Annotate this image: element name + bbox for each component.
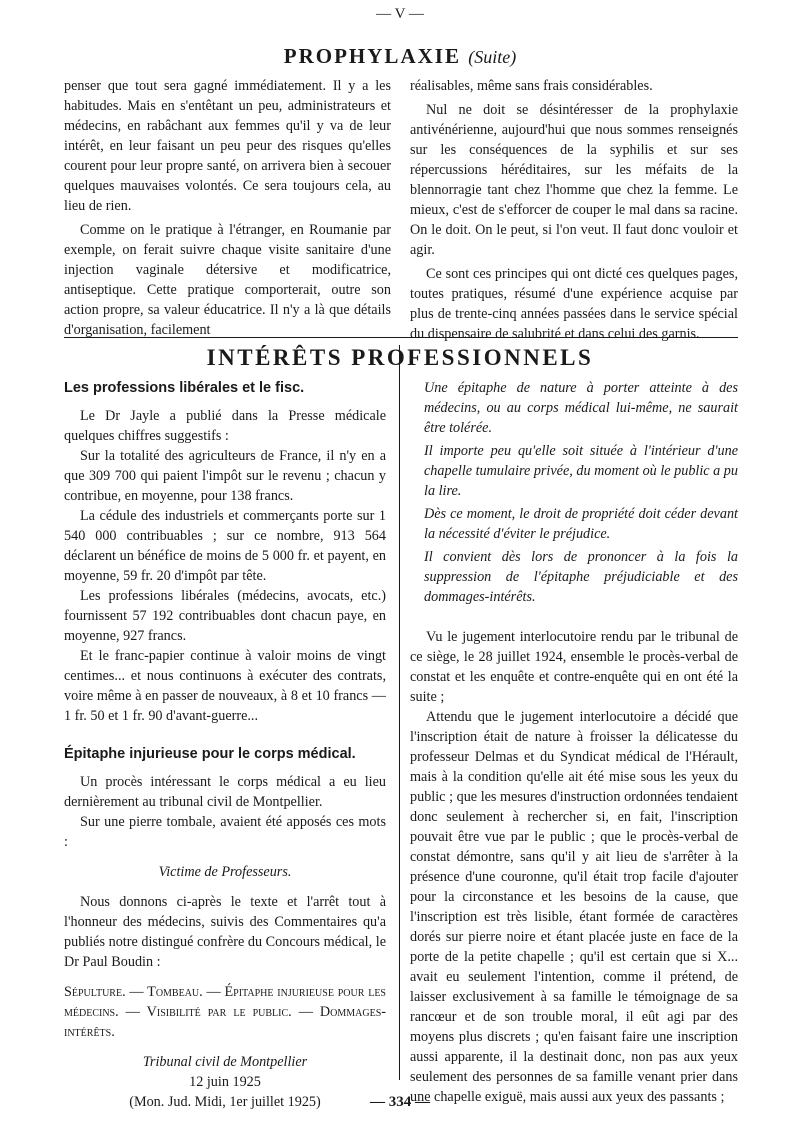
paragraph: Et le franc-papier continue à valoir moins de vingt centimes... et nous continuons à exécuter des contrats, voire même à en passer de nouveaux, à 8 et 10 francs — 1 fr. 50 et 1 fr. 90 d'avant-guerre... bbox=[64, 648, 386, 724]
court-name: Tribunal civil de Montpellier bbox=[142, 1054, 308, 1070]
section-title-interets: INTÉRÊTS PROFESSIONNELS bbox=[206, 345, 594, 370]
page-number: — 334 — bbox=[370, 1094, 430, 1110]
verdict-item: Il importe peu qu'elle soit située à l'intérieur d'une chapelle tumulaire privée, du moment où le public a pu la lire. bbox=[424, 443, 738, 499]
section-title-prophylaxie bbox=[0, 44, 800, 69]
paragraph: Sur une pierre tombale, avaient été apposés ces mots : bbox=[64, 814, 386, 850]
paragraph: Nous donnons ci-après le texte et l'arrêt tout à l'honneur des médecins, suivis des Commentaires qu'a publiés notre distingué confrère du Concours médical, le Dr Paul Boudin : bbox=[64, 894, 386, 970]
subsection-title-epitaphe: Épitaphe injurieuse pour le corps médical. bbox=[64, 746, 356, 762]
prophylaxie-right-column bbox=[410, 76, 738, 344]
page-roman-numeral: — V — bbox=[376, 6, 424, 22]
paragraph: Vu le jugement interlocutoire rendu par le tribunal de ce siège, le 28 juillet 1924, ensemble le procès-verbal de constat et les enquête et contre-enquête qui en ont été la suite ; bbox=[410, 629, 738, 705]
section-divider bbox=[64, 337, 738, 338]
court-date: 12 juin 1925 bbox=[189, 1074, 261, 1090]
column-divider bbox=[399, 345, 400, 1080]
paragraph: Comme on le pratique à l'étranger, en Roumanie par exemple, on ferait suivre chaque visite sanitaire d'une injection vaginale détersive et modificatrice, antiseptique. Cette pratique comporterait, outre son action propre, sa valeur éducatrice. Il n'y a là que détails d'organisation, facilement bbox=[64, 222, 391, 338]
paragraph: Ce sont ces principes qui ont dicté ces quelques pages, toutes pratiques, résumé d'une expérience acquise par plus de trente-cinq années passées dans le service spécial du dispensaire de salubrité et dans celui des garnis. bbox=[410, 266, 738, 342]
title-suffix: (Suite) bbox=[468, 47, 517, 67]
verdict-summary bbox=[410, 378, 738, 607]
title-text: PROPHYLAXIE bbox=[283, 44, 461, 68]
interets-left-column bbox=[64, 378, 386, 1112]
verdict-item: Une épitaphe de nature à porter atteinte à des médecins, ou au corps médical lui-même, ne saurait être tolérée. bbox=[424, 380, 738, 436]
court-reference: (Mon. Jud. Midi, 1er juillet 1925) bbox=[129, 1094, 321, 1110]
interets-right-column bbox=[410, 378, 738, 1107]
inscription-quote: Victime de Professeurs. bbox=[158, 864, 292, 880]
paragraph: réalisables, même sans frais considérables. bbox=[410, 78, 653, 94]
prophylaxie-left-column bbox=[64, 76, 391, 340]
verdict-item: Dès ce moment, le droit de propriété doit céder devant la nécessité d'éviter le préjudice. bbox=[424, 506, 738, 542]
verdict-item: Il convient dès lors de prononcer à la fois la suppression de l'épitaphe préjudiciable et des dommages-intérêts. bbox=[424, 549, 738, 605]
subsection-title-fisc: Les professions libérales et le fisc. bbox=[64, 380, 305, 396]
paragraph: Le Dr Jayle a publié dans la Presse médicale quelques chiffres suggestifs : bbox=[64, 408, 386, 444]
paragraph: Attendu que le jugement interlocutoire a décidé que l'inscription était de nature à froisser la délicatesse du professeur Delmas et du Syndicat médical de l'Hérault, mais à la condition qu'elle ait été mise sous les yeux du public ; que les mesures d'instruction ordonnées tendaient donc seulement à rechercher si, en fait, l'inscription pouvait être vue par le public ; que le procès-verbal de constat démontre, sans qu'il y ait lieu de s'arrêter à la présence d'une couronne, qu'il était trop facile d'ajouter pour la circonstance et les besoins de la cause, que l'inscription est très lisible, étant formée de caractères dorés sur pierre noire et étant placée juste en face de la porte de la petite chapelle ; qu'il est certain que si X... avait eu seulement l'intention, comme il prétend, de laisser exclusivement à sa famille le témoignage de sa rancœur et de son trouble moral, il eût agi par des moyens plus discrets ; qu'en faisant faire une inscription aussi apparente, il la destinait donc, non pas aux yeux seulement des personnes de sa famille venant prier dans une chapelle exiguë, mais aussi aux yeux des passants ; bbox=[410, 709, 738, 1105]
paragraph: Nul ne doit se désintéresser de la prophylaxie antivénérienne, aujourd'hui que nous sommes renseignés sur les conséquences de la syphilis et sur ses répercussions héréditaires, sur les méfaits de la blennorragie tant chez l'homme que chez la femme. Le mieux, c'est de s'efforcer de couper le mal dans sa racine. On le doit. On le peut, si l'on veut. Il faut donc vouloir et agir. bbox=[410, 102, 738, 258]
paragraph: penser que tout sera gagné immédiatement. Il y a les habitudes. Mais en s'entêtant un peu, administrateurs et médecins, en rabâchant aux femmes qu'il y va de leur intérêt, en leur faisant un peu peur des risques qu'elles courent pour leur propre santé, on arrivera bien à secouer quelques mauvaises volontés. Ce sera toujours cela, au lieu de rien. bbox=[64, 78, 391, 214]
keywords: Sépulture. — Tombeau. — Épitaphe injurieuse pour les médecins. — Visibilité par le public. — Dommages-intérêts. bbox=[64, 984, 386, 1040]
paragraph: Un procès intéressant le corps médical a eu lieu dernièrement au tribunal civil de Montpellier. bbox=[64, 774, 386, 810]
paragraph: Les professions libérales (médecins, avocats, etc.) fournissent 57 192 contribuables dont chacun paye, en moyenne, 927 francs. bbox=[64, 588, 386, 644]
paragraph: Sur la totalité des agriculteurs de France, il n'y en a que 309 700 qui paient l'impôt sur le revenu ; chacun y contribue, en moyenne, pour 138 francs. bbox=[64, 448, 386, 504]
paragraph: La cédule des industriels et commerçants porte sur 1 540 000 contribuables ; sur ce nombre, 913 564 déclarent un bénéfice de moins de 5 000 fr. et payent, en moyenne, 59 fr. 20 d'impôt par tête. bbox=[64, 508, 386, 584]
